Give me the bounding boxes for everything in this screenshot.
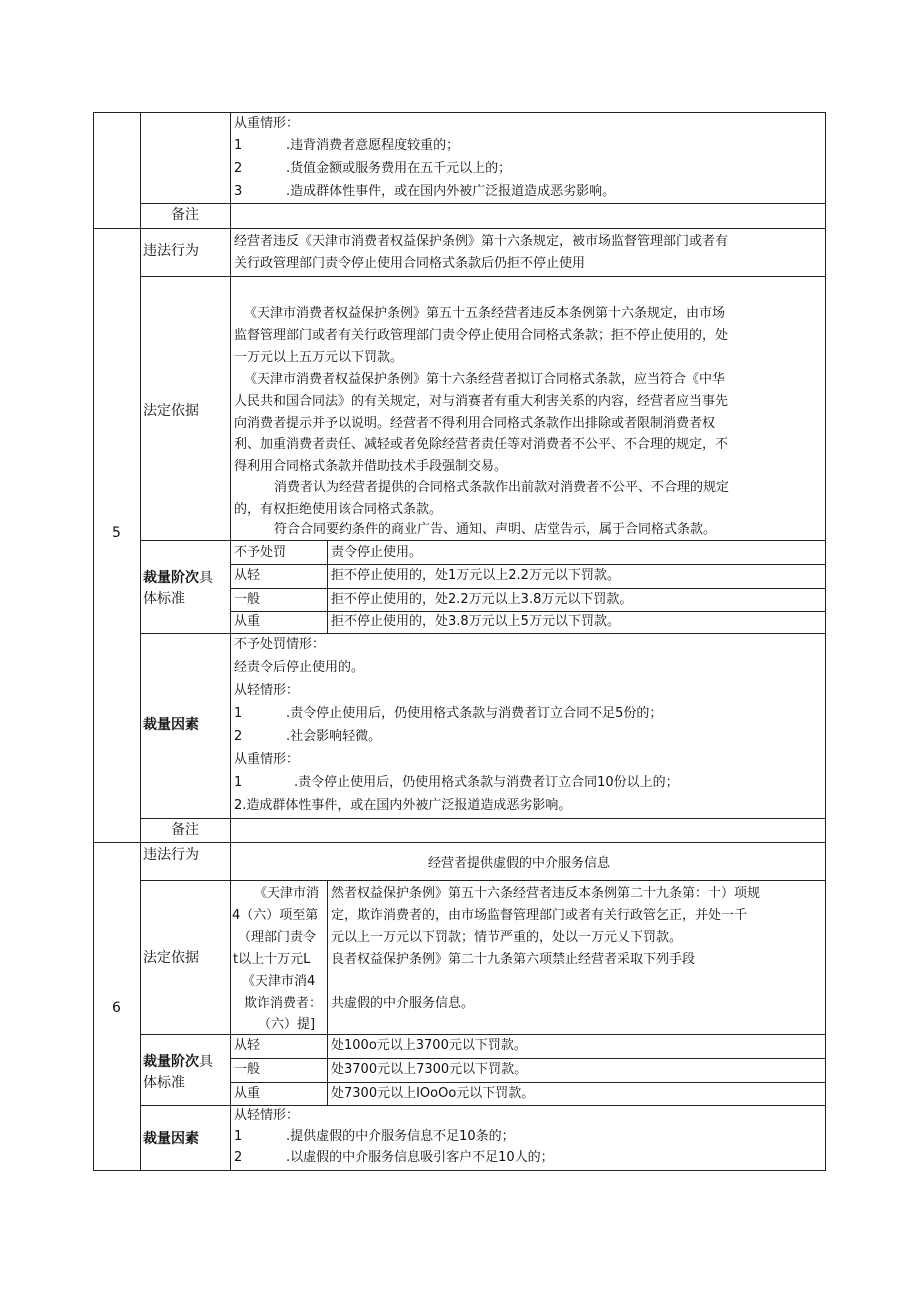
basis-text: 监督管理部门或者有关行政管理部门责令停止使用合同格式条款；拒不停止使用的，处 xyxy=(234,328,729,343)
grade-col-line xyxy=(327,1034,328,1105)
basis-right-text: 然者权益保护条例》第五十六条经营者违反本条例第二十九条第：十）项规 xyxy=(331,886,761,901)
basis-text: 《天津市消费者权益保护条例》第五十五条经营者违反本条例第十六条规定，由市场 xyxy=(244,306,726,321)
violation-text: 关行政管理部门责令停止使用合同格式条款后仍拒不停止使用 xyxy=(234,256,586,271)
violation-text: 经营者提供虚假的中介服务信息 xyxy=(428,856,611,871)
table-border-top xyxy=(93,112,826,113)
factor-number: 2 xyxy=(234,729,243,744)
basis-left-text: t以上十万元L xyxy=(233,952,311,967)
factor-line: 从轻情形： xyxy=(234,1108,300,1123)
basis-split-line xyxy=(327,880,328,1034)
grade-level: 一般 xyxy=(234,592,261,607)
row-line xyxy=(230,1082,826,1083)
grade-label-suffix: 具 xyxy=(199,1054,213,1070)
row-line xyxy=(140,880,826,881)
row-line xyxy=(230,588,826,589)
grade-level: 从轻 xyxy=(234,1038,261,1053)
row-line xyxy=(140,276,826,277)
grade-label-line2: 体标准 xyxy=(143,591,185,607)
grade-level: 一般 xyxy=(234,1062,261,1077)
factor-line: 从重情形： xyxy=(234,752,300,767)
factor-label: 裁量因素 xyxy=(143,1131,199,1147)
list-item-number: 3 xyxy=(234,184,243,199)
basis-text: 一万元以上五万元以下罚款。 xyxy=(234,350,404,365)
grade-level: 从轻 xyxy=(234,568,261,583)
factor-line: .以虚假的中介服务信息吸引客户不足10人的； xyxy=(286,1150,554,1165)
row-line xyxy=(140,203,826,204)
basis-right-text: 良者权益保护条例》第二十九条第六项禁止经营者采取下列手段 xyxy=(331,952,696,967)
basis-label: 法定依据 xyxy=(143,403,199,419)
grade-text: 拒不停止使用的，处2.2万元以上3.8万元以下罚款。 xyxy=(331,592,633,607)
row-line xyxy=(140,1105,826,1106)
row-line xyxy=(230,1058,826,1059)
factor-line: 不予处罚情形： xyxy=(234,637,326,652)
grade-label xyxy=(143,1053,213,1071)
list-item-number: 2 xyxy=(234,161,243,176)
basis-text: 《天津市消费者权益保护条例》第十六条经营者拟订合同格式条款，应当符合《中华 xyxy=(244,372,726,387)
grade-text: 处7300元以上IOoOo元以下罚款。 xyxy=(331,1086,535,1101)
basis-text: 得利用合同格式条款并借助技术手段强制交易。 xyxy=(234,459,508,474)
list-item: .违背消费者意愿程度较重的； xyxy=(286,138,460,153)
grade-level: 从重 xyxy=(234,1086,261,1101)
grade-text: 拒不停止使用的，处3.8万元以上5万元以下罚款。 xyxy=(331,614,620,629)
grade-level: 从重 xyxy=(234,614,261,629)
heavy-label: 从重情形： xyxy=(234,116,300,131)
row-line xyxy=(140,1034,826,1035)
table-border-bottom xyxy=(93,1170,826,1171)
grade-level: 不予处罚 xyxy=(234,545,287,560)
basis-right-text: 定，欺诈消费者的，由市场监督管理部门或者有关行政管乞正，并处一千 xyxy=(331,908,748,923)
row-line xyxy=(140,633,826,634)
basis-right-text: 共虚假的中介服务信息。 xyxy=(331,996,475,1011)
basis-left-text: 《天津市消 xyxy=(254,886,320,901)
basis-text: 向消费者提示并予以说明。经营者不得利用合同格式条款作出排除或者限制消费者权 xyxy=(234,416,716,431)
row-line xyxy=(93,228,826,229)
grade-label-main: 裁量阶次 xyxy=(143,1054,199,1070)
basis-right-text: 元以上一万元以下罚款；情节严重的，处以一万元乂下罚款。 xyxy=(331,930,683,945)
basis-text: 人民共和国合同法》的有关规定，对与消赛者有重大利害关系的内容，经营者应当事先 xyxy=(234,394,729,409)
grade-label-line2: 体标准 xyxy=(143,1075,185,1091)
factor-line: .社会影响轻微。 xyxy=(286,729,382,744)
table-border-right xyxy=(825,112,826,1171)
violation-text: 经营者违反《天津市消费者权益保护条例》第十六条规定，被市场监督管理部门或者有 xyxy=(234,234,729,249)
basis-text: 消费者认为经营者提供的合同格式条款作出前款对消费者不公平、不合理的规定 xyxy=(274,480,730,495)
basis-left-text: （六）提] xyxy=(258,1017,316,1032)
factor-label: 裁量因素 xyxy=(143,717,199,733)
basis-label: 法定依据 xyxy=(143,950,199,966)
col-line-label xyxy=(230,112,231,1171)
basis-left-text: 《天津市消4 xyxy=(242,974,316,989)
grade-text: 处3700元以上7300元以下罚款。 xyxy=(331,1062,528,1077)
section-number: 6 xyxy=(112,1000,121,1016)
factor-line: .责令停止使用后，仍使用格式条款与消费者订立合同不足5份的； xyxy=(286,706,663,721)
grade-text: 责令停止使用。 xyxy=(331,545,423,560)
grade-text: 拒不停止使用的，处1万元以上2.2万元以下罚款。 xyxy=(331,568,620,583)
factor-line: 2.造成群体性事件，或在国内外被广泛报道造成恶劣影响。 xyxy=(234,798,572,813)
factor-line: .提供虚假的中介服务信息不足10条的； xyxy=(286,1129,515,1144)
remark-label: 备注 xyxy=(171,822,199,838)
grade-text: 处100o元以上3700元以下罚款。 xyxy=(331,1038,527,1053)
factor-number: 2 xyxy=(234,1150,243,1165)
factor-number: 1 xyxy=(234,1129,243,1144)
row-line xyxy=(140,540,826,541)
basis-text: 的，有权拒绝使用该合同格式条款。 xyxy=(234,502,443,517)
factor-line: 经责令后停止使用的。 xyxy=(234,660,365,675)
row-line xyxy=(230,564,826,565)
basis-left-text: （理部门责令 xyxy=(238,930,317,945)
grade-col-line xyxy=(327,540,328,633)
row-line xyxy=(93,842,826,843)
basis-left-text: 欺诈消费者： xyxy=(244,996,323,1011)
factor-number: 1 xyxy=(234,775,243,790)
section-number: 5 xyxy=(112,525,121,541)
remark-label: 备注 xyxy=(171,207,199,223)
basis-text: 利、加重消费者责任、减轻或者免除经营者责任等对消费者不公平、不合理的规定，不 xyxy=(234,437,729,452)
grade-label-main: 裁量阶次 xyxy=(143,570,199,586)
basis-left-text: 4（六）项至第 xyxy=(232,908,319,923)
col-line-number xyxy=(140,112,141,1171)
list-item: .造成群体性事件，或在国内外被广泛报道造成恶劣影响。 xyxy=(286,184,616,199)
row-line xyxy=(230,611,826,612)
violation-label: 违法行为 xyxy=(143,847,199,863)
list-item: .货值金额或服务费用在五千元以上的； xyxy=(286,161,512,176)
violation-label: 违法行为 xyxy=(143,243,199,259)
factor-line: .责令停止使用后，仍使用格式条款与消费者订立合同10份以上的； xyxy=(294,775,679,790)
grade-label-suffix: 具 xyxy=(199,570,213,586)
basis-text: 符合合同要约条件的商业广告、通知、声明、店堂告示，属于合同格式条款。 xyxy=(274,522,717,537)
list-item-number: 1 xyxy=(234,138,243,153)
factor-line: 从轻情形： xyxy=(234,683,300,698)
factor-number: 1 xyxy=(234,706,243,721)
grade-label xyxy=(143,569,213,587)
row-line xyxy=(140,818,826,819)
table-border-left xyxy=(93,112,94,1171)
